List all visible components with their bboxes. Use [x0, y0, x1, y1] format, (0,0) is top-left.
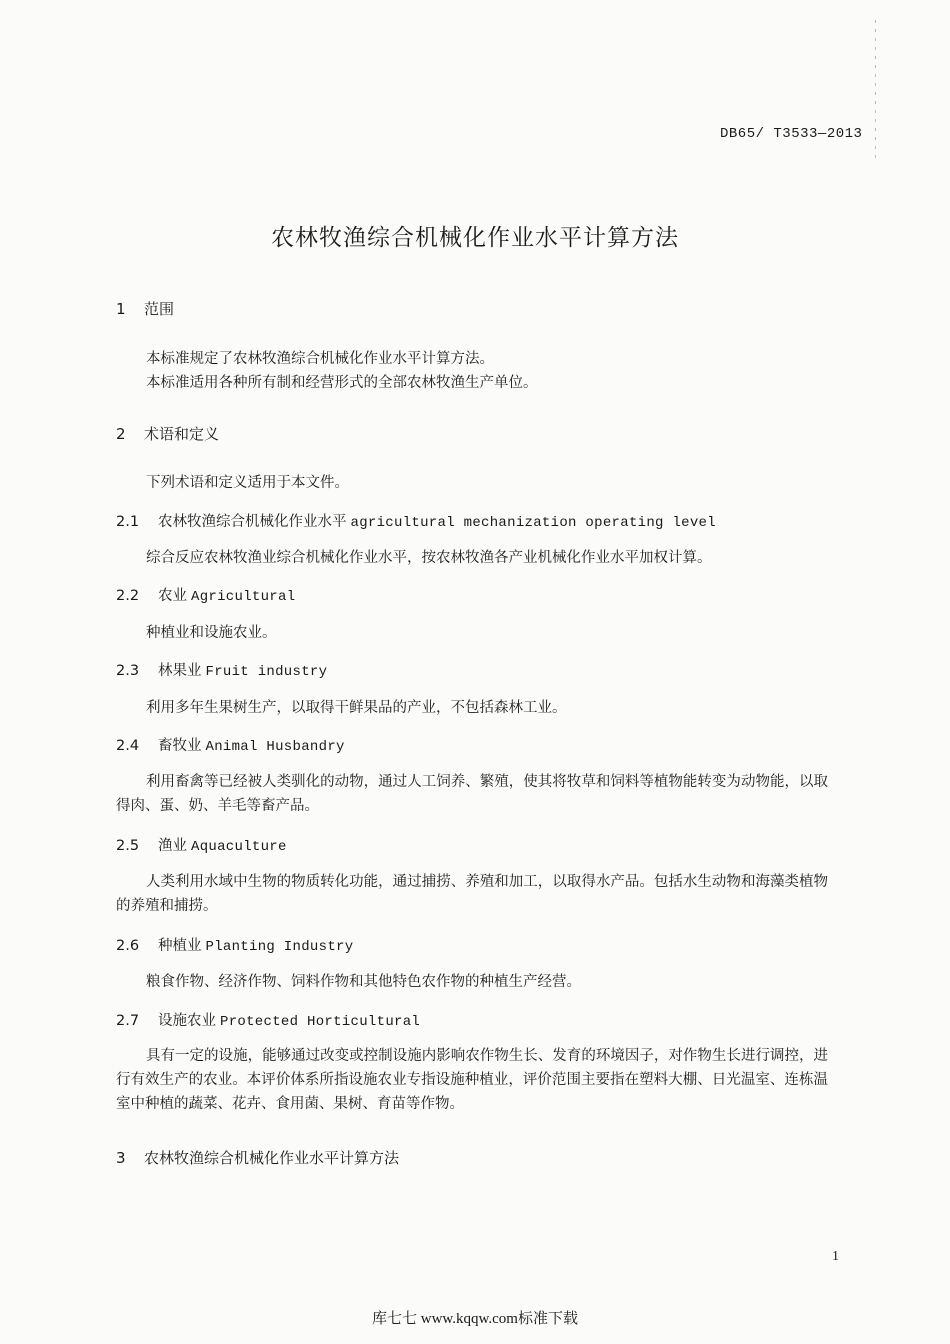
section-1-para-1: 本标准规定了农林牧渔综合机械化作业水平计算方法。 [146, 351, 494, 367]
term-number: 2.4 [116, 738, 140, 754]
term-zh: 设施农业 [158, 1013, 216, 1029]
term-2-6-heading [116, 934, 353, 955]
term-en: Fruit industry [205, 664, 328, 680]
section-number: 1 [116, 300, 126, 318]
term-number: 2.1 [116, 514, 140, 530]
term-2-7-heading [116, 1009, 420, 1030]
term-zh: 种植业 [158, 938, 202, 954]
section-2-para-1: 下列术语和定义适用于本文件。 [146, 475, 349, 491]
term-2-1-heading [116, 510, 716, 531]
section-2-heading [116, 423, 219, 444]
term-number: 2.5 [116, 838, 140, 854]
term-2-2-definition: 种植业和设施农业。 [146, 625, 277, 641]
term-2-4-definition: 利用畜禽等已经被人类驯化的动物，通过人工饲养、繁殖，使其将牧草和饲料等植物能转变为动物能，以取得肉、蛋、奶、羊毛等畜产品。 [116, 774, 828, 814]
term-zh: 畜牧业 [158, 738, 202, 754]
section-3-heading [116, 1147, 399, 1168]
term-number: 2.7 [116, 1013, 140, 1029]
section-number: 2 [116, 425, 126, 443]
term-2-5-heading [116, 834, 287, 855]
scan-edge-mark [875, 20, 876, 160]
term-zh: 林果业 [158, 663, 202, 679]
term-2-1-definition: 综合反应农林牧渔业综合机械化作业水平，按农林牧渔各产业机械化作业水平加权计算。 [146, 550, 712, 566]
term-2-3-definition: 利用多年生果树生产，以取得干鲜果品的产业，不包括森林工业。 [146, 700, 567, 716]
term-2-2-heading [116, 584, 295, 605]
term-en: Protected Horticultural [220, 1014, 421, 1030]
footer-watermark: 库七七 www.kqqw.com标准下载 [372, 1311, 578, 1327]
term-2-7-definition: 具有一定的设施，能够通过改变或控制设施内影响农作物生长、发育的环境因子，对作物生长进行调控，进行有效生产的农业。本评价体系所指设施农业专指设施种植业，评价范围主要指在塑料大棚、日光温室、连栋温室中种植的蔬菜、花卉、食用菌、果树、育苗等作物。 [116, 1048, 828, 1112]
term-en: agricultural mechanization operating level [350, 515, 716, 531]
term-2-6-definition: 粮食作物、经济作物、饲料作物和其他特色农作物的种植生产经营。 [146, 974, 581, 990]
term-2-3-heading [116, 659, 327, 680]
term-en: Animal Husbandry [205, 739, 345, 755]
page-number: 1 [832, 1249, 839, 1264]
document-title: 农林牧渔综合机械化作业水平计算方法 [271, 225, 679, 251]
term-en: Aquaculture [191, 839, 287, 855]
section-1-heading [116, 298, 174, 319]
term-zh: 渔业 [158, 838, 187, 854]
section-1-para-2: 本标准适用各种所有制和经营形式的全部农林牧渔生产单位。 [146, 375, 538, 391]
term-number: 2.3 [116, 663, 140, 679]
section-title: 范围 [144, 300, 175, 318]
term-2-5-definition: 人类利用水域中生物的物质转化功能，通过捕捞、养殖和加工，以取得水产品。包括水生动物和海藻类植物的养殖和捕捞。 [116, 874, 828, 914]
term-number: 2.2 [116, 588, 140, 604]
term-en: Agricultural [191, 589, 296, 605]
term-2-4-heading [116, 734, 345, 755]
term-zh: 农业 [158, 588, 187, 604]
term-en: Planting Industry [205, 939, 354, 955]
term-number: 2.6 [116, 938, 140, 954]
section-title: 术语和定义 [144, 425, 220, 443]
standard-code: DB65/ T3533—2013 [720, 126, 863, 142]
term-zh: 农林牧渔综合机械化作业水平 [158, 514, 347, 530]
section-number: 3 [116, 1149, 126, 1167]
section-title: 农林牧渔综合机械化作业水平计算方法 [144, 1149, 400, 1167]
